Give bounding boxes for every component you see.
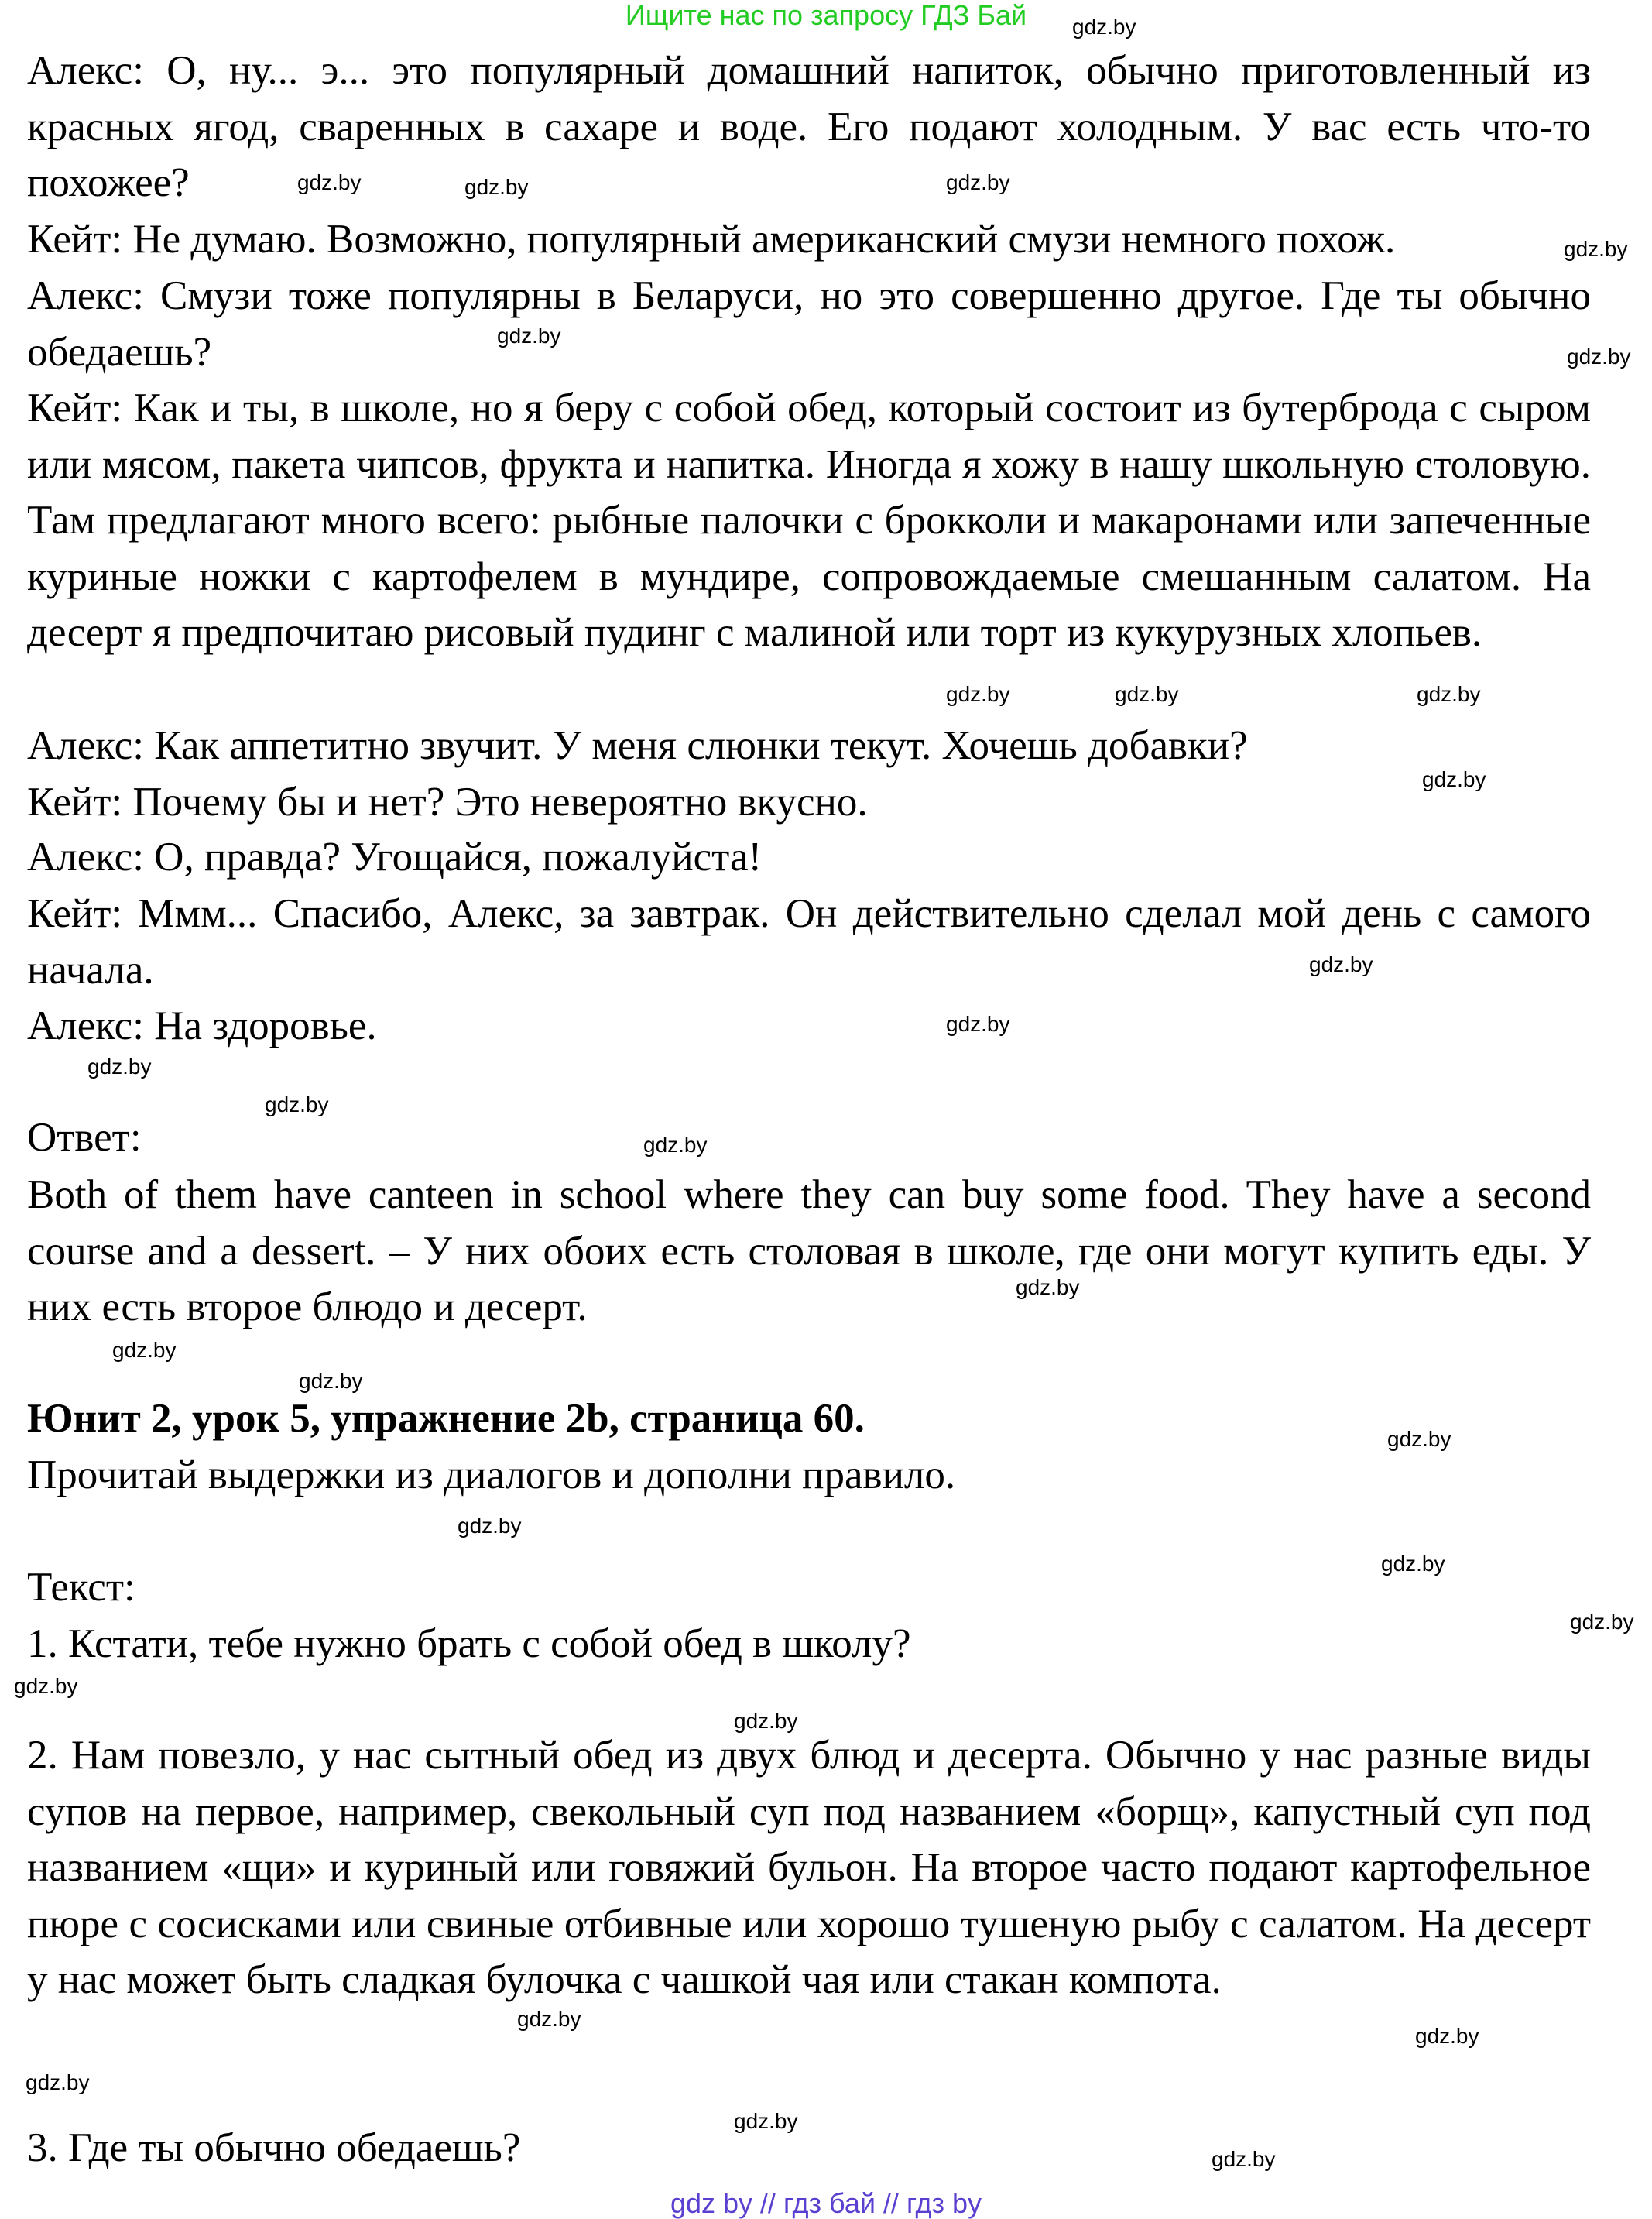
watermark: gdz.by [1387, 1427, 1451, 1451]
watermark: gdz.by [946, 1012, 1010, 1036]
dialogue-line: Алекс: Как аппетитно звучит. У меня слюнки текут. Хочешь добавки? [27, 723, 1248, 768]
watermark: gdz.by [1417, 682, 1481, 706]
footer-links[interactable]: gdz by // гдз бай // гдз by [670, 2187, 982, 2219]
watermark: gdz.by [26, 2070, 90, 2094]
watermark: gdz.by [517, 2007, 581, 2031]
watermark: gdz.by [1072, 15, 1136, 39]
watermark: gdz.by [1212, 2147, 1276, 2171]
watermark: gdz.by [1567, 345, 1631, 369]
dialogue-line: Кейт: Не думаю. Возможно, популярный американский смузи немного похож. [27, 217, 1396, 262]
watermark: gdz.by [643, 1133, 708, 1157]
watermark: gdz.by [464, 175, 529, 199]
answer-label: Ответ: [27, 1115, 142, 1160]
dialogue-line: Кейт: Как и ты, в школе, но я беру с собой обед, который состоит из бутерброда с сыром или мясом, пакета чипсов, фрукта и напитка. Иногда я хожу в нашу школьную столовую. Там предлагают много всего: рыбные палочки с брокколи и макаронами или запеченные куриные ножки с картофелем в мундире, сопровождаемые смешанным салатом. На десерт я предпочитаю рисовый пудинг с малиной или торт из кукурузных хлопьев. [27, 386, 1591, 655]
watermark: gdz.by [1381, 1552, 1445, 1576]
watermark: gdz.by [297, 170, 362, 194]
watermark: gdz.by [87, 1055, 152, 1079]
dialogue-line: Алекс: О, ну... э... это популярный домашний напиток, обычно приготовленный из красных ягод, сваренных в сахаре и воде. Его подают холодным. У вас есть что-то похожее? [27, 48, 1591, 205]
watermark: gdz.by [14, 1674, 78, 1698]
dialogue-line: Алекс: На здоровье. [27, 1003, 377, 1048]
watermark: gdz.by [1415, 2024, 1479, 2048]
watermark: gdz.by [265, 1092, 329, 1116]
text-item: 3. Где ты обычно обедаешь? [27, 2125, 521, 2170]
dialogue-line: Кейт: Почему бы и нет? Это невероятно вкусно. [27, 780, 868, 825]
exercise-task: Прочитай выдержки из диалогов и дополни правило. [27, 1452, 956, 1497]
watermark: gdz.by [946, 682, 1010, 706]
text-label: Текст: [27, 1565, 135, 1610]
watermark: gdz.by [1016, 1275, 1080, 1299]
text-item: 2. Нам повезло, у нас сытный обед из двух блюд и десерта. Обычно у нас разные виды супов на первое, например, свекольный суп под названием «борщ», капустный суп под названием «щи» и куриный или говяжий бульон. На второе часто подают картофельное пюре с сосисками или свиные отбивные или хорошо тушеную рыбу с салатом. На десерт у нас может быть сладкая булочка с чашкой чая или стакан компота. [27, 1733, 1591, 2002]
dialogue-line: Алекс: Смузи тоже популярны в Беларуси, но это совершенно другое. Где ты обычно обедаешь? [27, 273, 1591, 375]
watermark: gdz.by [299, 1369, 363, 1393]
watermark: gdz.by [1309, 952, 1373, 976]
watermark: gdz.by [1564, 237, 1628, 261]
dialogue-line: Кейт: Ммм... Спасибо, Алекс, за завтрак. Он действительно сделал мой день с самого начала. [27, 891, 1591, 993]
watermark: gdz.by [734, 1709, 798, 1733]
watermark: gdz.by [946, 170, 1010, 194]
watermark: gdz.by [497, 324, 561, 348]
watermark: gdz.by [1570, 1610, 1634, 1634]
search-banner: Ищите нас по запросу ГДЗ Бай [625, 0, 1027, 31]
exercise-title: Юнит 2, урок 5, упражнение 2b, страница 60. [27, 1396, 865, 1441]
watermark: gdz.by [1115, 682, 1179, 706]
watermark: gdz.by [1422, 767, 1486, 791]
watermark: gdz.by [734, 2109, 798, 2133]
watermark: gdz.by [112, 1338, 177, 1362]
dialogue-line: Алекс: О, правда? Угощайся, пожалуйста! [27, 835, 763, 880]
answer-text: Both of them have canteen in school where they can buy some food. They have a second course and a dessert. – У них обоих есть столовая в школе, где они могут купить еды. У них есть второе блюдо и десерт. [27, 1172, 1591, 1329]
text-item: 1. Кстати, тебе нужно брать с собой обед в школу? [27, 1621, 911, 1666]
watermark: gdz.by [458, 1514, 522, 1538]
